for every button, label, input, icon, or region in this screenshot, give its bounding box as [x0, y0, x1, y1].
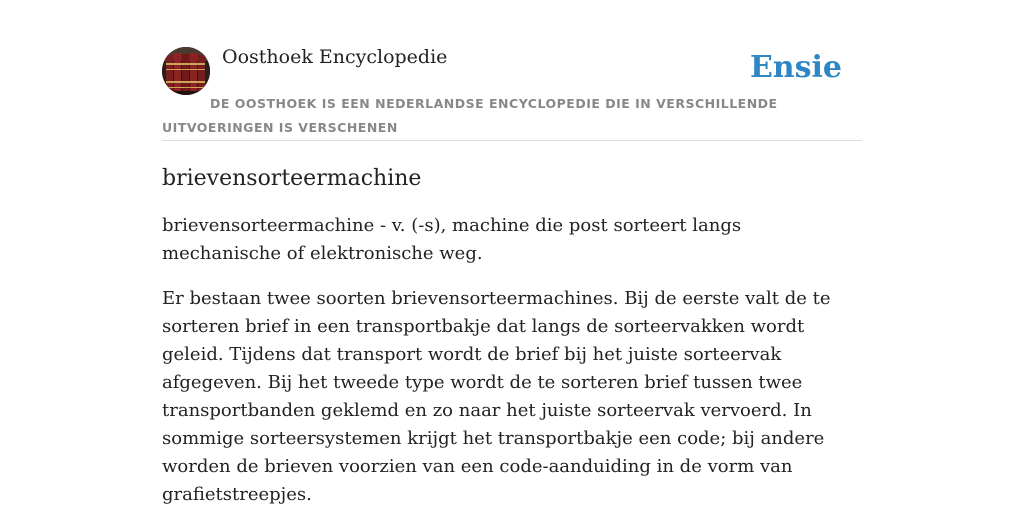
- entry-paragraph-definition: brievensorteermachine - v. (-s), machine die post sorteert langs mechanische of elektronische weg.: [162, 215, 742, 264]
- books-avatar-icon[interactable]: [162, 47, 210, 95]
- site-header: [162, 44, 862, 141]
- site-title-link[interactable]: Oosthoek Encyclopedie: [222, 46, 448, 68]
- ensie-logo-link[interactable]: Ensie: [749, 50, 842, 85]
- entry-content: [162, 160, 862, 509]
- site-tagline: DE OOSTHOEK IS EEN NEDERLANDSE ENCYCLOPEDIE DIE IN VERSCHILLENDE UITVOERINGEN IS VERSCHENEN: [162, 96, 778, 135]
- entry-title: brievensorteermachine: [162, 166, 422, 191]
- entry-paragraph-body: Er bestaan twee soorten brievensorteermachines. Bij de eerste valt de te sorteren brief in een transportbakje dat langs de sorteervakken wordt geleid. Tijdens dat transport wordt de brief bij het juiste sorteervak afgegeven. Bij het tweede type wordt de te sorteren brief tussen twee transportbanden geklemd en zo naar het juiste sorteervak vervoerd. In sommige sorteersystemen krijgt het transportbakje een code; bij andere worden de brieven voorzien van een code-aanduiding in de vorm van grafietstreepjes.: [162, 288, 831, 505]
